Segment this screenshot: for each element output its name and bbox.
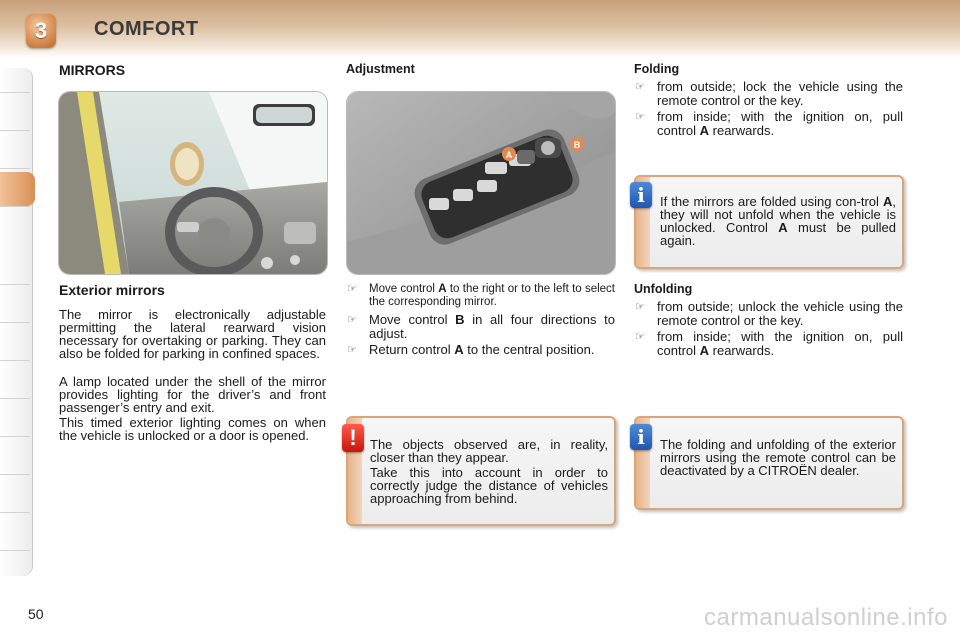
adjust-bullet-move-b: ☞ Move control B in all four directions to adjust. [347,312,615,341]
rail-tab-divider [0,284,30,285]
adjust-bullet-select-mirror: ☞ Move control A to the right or to the left to select the corresponding mirror. [347,283,616,308]
chapter-number-badge: 3 [26,14,56,48]
paragraph-lamp: A lamp located under the shell of the mirror provides lighting for the driver’s and front passenger’s entry and exit. [59,374,326,415]
door-panel-illustration [347,92,615,274]
unfolding-bullet-outside: ☞ from outside; unlock the vehicle using the remote control or the key. [635,299,903,328]
rail-tab-divider [0,322,30,323]
warning-note-box [346,416,616,526]
rail-tab-divider [0,512,30,513]
pointing-hand-icon: ☞ [347,283,357,295]
adjustment-title: Adjustment [346,62,415,76]
pointing-hand-icon: ☞ [347,314,357,326]
warning-note-line1: The objects observed are, in reality, closer than they appear. [370,437,608,465]
pointing-hand-icon: ☞ [635,331,645,343]
folding-title: Folding [634,62,680,76]
rail-tab-divider [0,474,30,475]
pointing-hand-icon: ☞ [347,344,357,356]
info-note-box-deactivate [634,416,904,510]
folding-bullet-inside: ☞ from inside; with the ignition on, pull control A rearwards. [635,109,903,138]
info-note-box-unfold [634,175,904,269]
rail-tab-divider [0,550,30,551]
chapter-tab-rail [0,68,33,576]
pointing-hand-icon: ☞ [635,301,645,313]
cabin-illustration [59,92,327,274]
chapter-tab-active[interactable] [0,172,35,206]
callout-b-label: B [573,140,581,150]
section-title-mirrors: MIRRORS [59,62,126,78]
info-icon: i [630,424,652,450]
rail-tab-divider [0,360,30,361]
paragraph-timed-lighting: This timed exterior lighting comes on when the vehicle is unlocked or a door is opened. [59,415,326,443]
info-note-deactivate-text: The folding and unfolding of the exterior mirrors using the remote control can be deactivated by a CITROËN dealer. [660,437,896,478]
info-icon: i [630,182,652,208]
rail-tab-divider [0,436,30,437]
info-note-unfold-text: If the mirrors are folded using con-trol A, they will not unfold when the vehicle is unlocked. Control A must be pulled again. [660,194,896,248]
pointing-hand-icon: ☞ [635,81,645,93]
page-number: 50 [28,606,44,622]
rail-tab-divider [0,92,30,93]
adjust-bullet-return-a: ☞ Return control A to the central position. [347,342,595,357]
rail-tab-divider [0,398,30,399]
warning-note-line2: Take this into account in order to correctly judge the distance of vehicles approaching from behind. [370,465,608,506]
warning-icon: ! [342,424,364,452]
watermark-text: carmanualsonline.info [704,604,948,631]
rail-tab-divider [0,130,30,131]
callout-a-label: A [505,150,513,160]
chapter-title: COMFORT [94,18,199,40]
unfolding-bullet-inside: ☞ from inside; with the ignition on, pull control A rearwards. [635,329,903,358]
cabin-mirror-photo [58,91,328,275]
folding-bullet-outside: ☞ from outside; lock the vehicle using the remote control or the key. [635,79,903,108]
subsection-title-exterior-mirrors: Exterior mirrors [59,282,165,298]
door-switch-photo [346,91,616,275]
chapter-header [0,0,960,58]
rail-tab-divider [0,168,30,169]
unfolding-title: Unfolding [634,282,693,296]
paragraph-adjustable: The mirror is electronically adjustable permitting the lateral rearward vision necessary for overtaking or parking. They can also be folded for parking in confined spaces. [59,307,326,361]
pointing-hand-icon: ☞ [635,111,645,123]
rail-tab-divider [0,206,30,207]
